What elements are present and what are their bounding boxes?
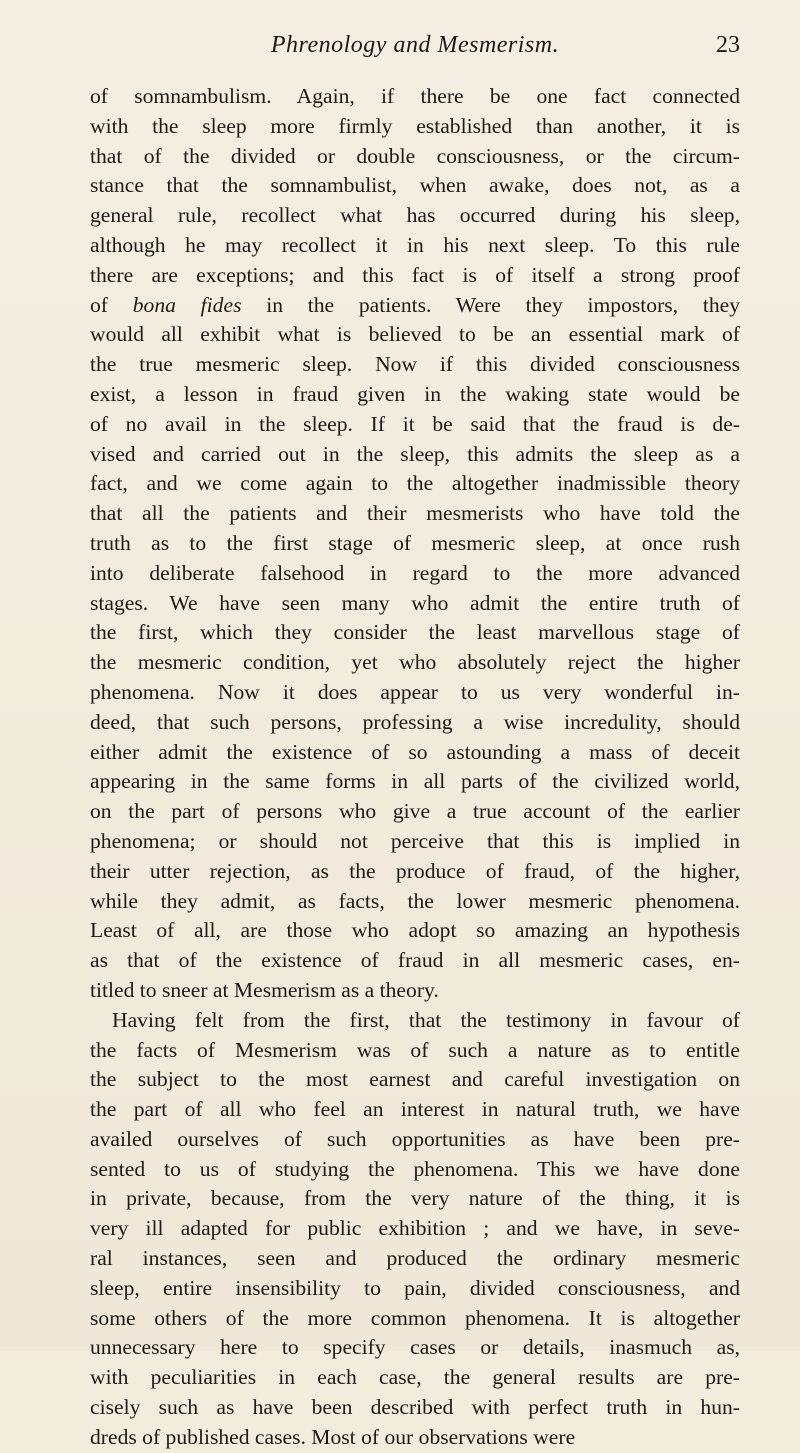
text-line: stance that the somnambulist, when awake, does not, as a — [90, 173, 740, 198]
text-line: while they admit, as facts, the lower mesmeric phenomena. — [90, 888, 740, 913]
text-line: of no avail in the sleep. If it be said that the fraud is de- — [90, 411, 740, 436]
text-line: sented to us of studying the phenomena. This we have done — [90, 1156, 740, 1181]
text-line: on the part of persons who give a true account of the earlier — [90, 799, 740, 824]
italic-phrase: bona fides — [132, 292, 242, 317]
text-line: appearing in the same forms in all parts of the civilized world, — [90, 769, 740, 794]
text-line: titled to sneer at Mesmerism as a theory. — [90, 977, 439, 1002]
text-line: some others of the more common phenomena. It is altogether — [90, 1305, 740, 1330]
text-line: their utter rejection, as the produce of fraud, of the higher, — [90, 858, 740, 883]
text-line: the subject to the most earnest and careful investigation on — [90, 1067, 740, 1092]
text-line: the facts of Mesmerism was of such a nature as to entitle — [90, 1037, 740, 1062]
text-line: would all exhibit what is believed to be an essential mark of — [90, 322, 740, 347]
text-line: that of the divided or double consciousness, or the circum- — [90, 143, 740, 168]
running-title: Phrenology and Mesmerism. — [270, 32, 560, 58]
text-line: although he may recollect it in his next sleep. To this rule — [90, 232, 740, 257]
text-line: of somnambulism. Again, if there be one fact connected — [90, 84, 740, 108]
text-line: general rule, recollect what has occurred during his sleep, — [90, 203, 740, 228]
text-line: very ill adapted for public exhibition ; and we have, in seve- — [90, 1216, 740, 1241]
text-line: unnecessary here to specify cases or details, inasmuch as, — [90, 1335, 740, 1360]
text-line: fact, and we come again to the altogether inadmissible theory — [90, 471, 740, 496]
text-line: there are exceptions; and this fact is of itself a strong proof — [90, 262, 740, 287]
text-line: dreds of published cases. Most of our observations were — [90, 1424, 576, 1449]
text-line: of bona fides in the patients. Were they impostors, they — [90, 292, 740, 317]
text-line: availed ourselves of such opportunities as have been pre- — [90, 1126, 740, 1151]
text-line: in private, because, from the very nature of the thing, it is — [90, 1186, 740, 1211]
text-line: vised and carried out in the sleep, this admits the sleep as a — [90, 441, 740, 466]
text-line: the first, which they consider the least marvellous stage of — [90, 620, 740, 645]
text-line: Least of all, are those who adopt so amazing an hypothesis — [90, 918, 740, 943]
text-line: cisely such as have been described with perfect truth in hun- — [90, 1395, 740, 1420]
text-line: that all the patients and their mesmerists who have told the — [90, 501, 740, 526]
text-line: phenomena. Now it does appear to us very wonderful in- — [90, 679, 740, 704]
body-text — [90, 82, 740, 1453]
text-line: ral instances, seen and produced the ordinary mesmeric — [90, 1246, 740, 1271]
page-number: 23 — [716, 32, 740, 58]
text-line: phenomena; or should not perceive that this is implied in — [90, 828, 740, 853]
text-line: the true mesmeric sleep. Now if this divided consciousness — [90, 352, 740, 377]
text-line: as that of the existence of fraud in all mesmeric cases, en- — [90, 948, 740, 973]
text-line: with the sleep more firmly established than another, it is — [90, 113, 740, 138]
text-line: exist, a lesson in fraud given in the waking state would be — [90, 381, 740, 406]
text-line: either admit the existence of so astounding a mass of deceit — [90, 739, 740, 764]
text-line: Having felt from the first, that the testimony in favour of — [112, 1007, 740, 1032]
text-line: sleep, entire insensibility to pain, divided consciousness, and — [90, 1275, 740, 1300]
text-line: the part of all who feel an interest in natural truth, we have — [90, 1097, 740, 1122]
text-line: with peculiarities in each case, the general results are pre- — [90, 1365, 740, 1390]
text-line: into deliberate falsehood in regard to the more advanced — [90, 560, 740, 585]
text-line: the mesmeric condition, yet who absolutely reject the higher — [90, 650, 740, 675]
page-header — [90, 18, 740, 58]
text-line: truth as to the first stage of mesmeric sleep, at once rush — [90, 530, 740, 555]
text-line: stages. We have seen many who admit the entire truth of — [90, 590, 740, 615]
text-line: deed, that such persons, professing a wise incredulity, should — [90, 709, 740, 734]
